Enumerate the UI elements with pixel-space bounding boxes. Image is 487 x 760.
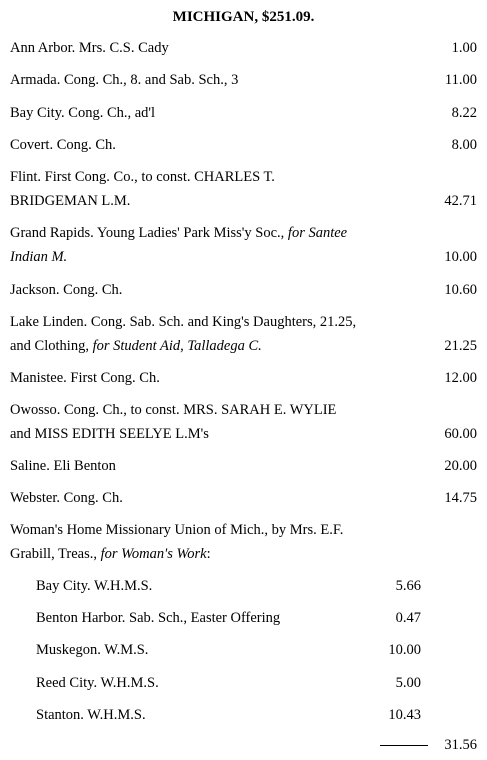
entry-covert: Covert. Cong. Ch. xyxy=(10,137,116,153)
entry-flint-line1: Flint. First Cong. Co., to const. CHARLES T. xyxy=(10,169,275,185)
entry-whmu-colon: : xyxy=(206,546,211,562)
amount-saline: 20.00 xyxy=(444,458,477,474)
subtotal-amount: 31.56 xyxy=(444,737,477,753)
sub-entry-reed-city: Reed City. W.H.M.S. xyxy=(36,675,159,691)
amount-bay-city: 8.22 xyxy=(451,105,477,121)
page-title: MICHIGAN, $251.09. xyxy=(172,9,315,25)
entry-whmu-text: Grabill, Treas., xyxy=(10,546,101,562)
amount-owosso: 60.00 xyxy=(444,426,477,442)
sub-amount-reed-city: 5.00 xyxy=(395,675,421,691)
entry-lake-linden-text: and Clothing, xyxy=(10,338,93,354)
sub-entry-muskegon: Muskegon. W.M.S. xyxy=(36,642,149,658)
entry-grand-rapids-text: Grand Rapids. Young Ladies' Park Miss'y Soc., xyxy=(10,225,288,241)
entry-ann-arbor: Ann Arbor. Mrs. C.S. Cady xyxy=(10,40,169,56)
sub-amount-stanton: 10.43 xyxy=(388,707,421,723)
entry-bay-city: Bay City. Cong. Ch., ad'l xyxy=(10,105,156,121)
entry-whmu-line2 xyxy=(10,544,211,564)
entry-lake-linden-line2 xyxy=(10,336,262,356)
entry-grand-rapids-purpose-cont: Indian M. xyxy=(10,249,68,265)
entry-lake-linden-line1: Lake Linden. Cong. Sab. Sch. and King's Daughters, 21.25, xyxy=(10,314,357,330)
entry-grand-rapids-line2 xyxy=(10,247,67,267)
subtotal-rule xyxy=(380,745,428,746)
entry-flint-line2: BRIDGEMAN L.M. xyxy=(10,193,131,209)
amount-jackson: 10.60 xyxy=(444,282,477,298)
entry-jackson: Jackson. Cong. Ch. xyxy=(10,282,123,298)
amount-flint: 42.71 xyxy=(444,193,477,209)
entry-grand-rapids-purpose: for Santee xyxy=(287,225,348,241)
amount-grand-rapids: 10.00 xyxy=(444,249,477,265)
amount-webster: 14.75 xyxy=(444,490,477,506)
entry-whmu-purpose: for Woman's Work xyxy=(100,546,207,562)
entry-saline: Saline. Eli Benton xyxy=(10,458,116,474)
sub-entry-stanton: Stanton. W.H.M.S. xyxy=(36,707,146,723)
amount-manistee: 12.00 xyxy=(444,370,477,386)
sub-entry-bay-city: Bay City. W.H.M.S. xyxy=(36,578,153,594)
sub-entry-benton-harbor: Benton Harbor. Sab. Sch., Easter Offering xyxy=(36,610,281,626)
entry-armada: Armada. Cong. Ch., 8. and Sab. Sch., 3 xyxy=(10,72,239,88)
entry-webster: Webster. Cong. Ch. xyxy=(10,490,123,506)
sub-amount-benton-harbor: 0.47 xyxy=(395,610,421,626)
amount-ann-arbor: 1.00 xyxy=(451,40,477,56)
entry-owosso-line2: and MISS EDITH SEELYE L.M's xyxy=(10,426,209,442)
entry-owosso-line1: Owosso. Cong. Ch., to const. MRS. SARAH E. WYLIE xyxy=(10,402,337,418)
entry-whmu-line1: Woman's Home Missionary Union of Mich., by Mrs. E.F. xyxy=(10,522,344,538)
amount-covert: 8.00 xyxy=(451,137,477,153)
entry-manistee: Manistee. First Cong. Ch. xyxy=(10,370,160,386)
amount-lake-linden: 21.25 xyxy=(444,338,477,354)
entry-lake-linden-purpose: for Student Aid, Talladega C. xyxy=(92,338,262,354)
entry-grand-rapids-line1 xyxy=(10,223,347,243)
sub-amount-muskegon: 10.00 xyxy=(388,642,421,658)
amount-armada: 11.00 xyxy=(444,72,477,88)
sub-amount-bay-city: 5.66 xyxy=(395,578,421,594)
